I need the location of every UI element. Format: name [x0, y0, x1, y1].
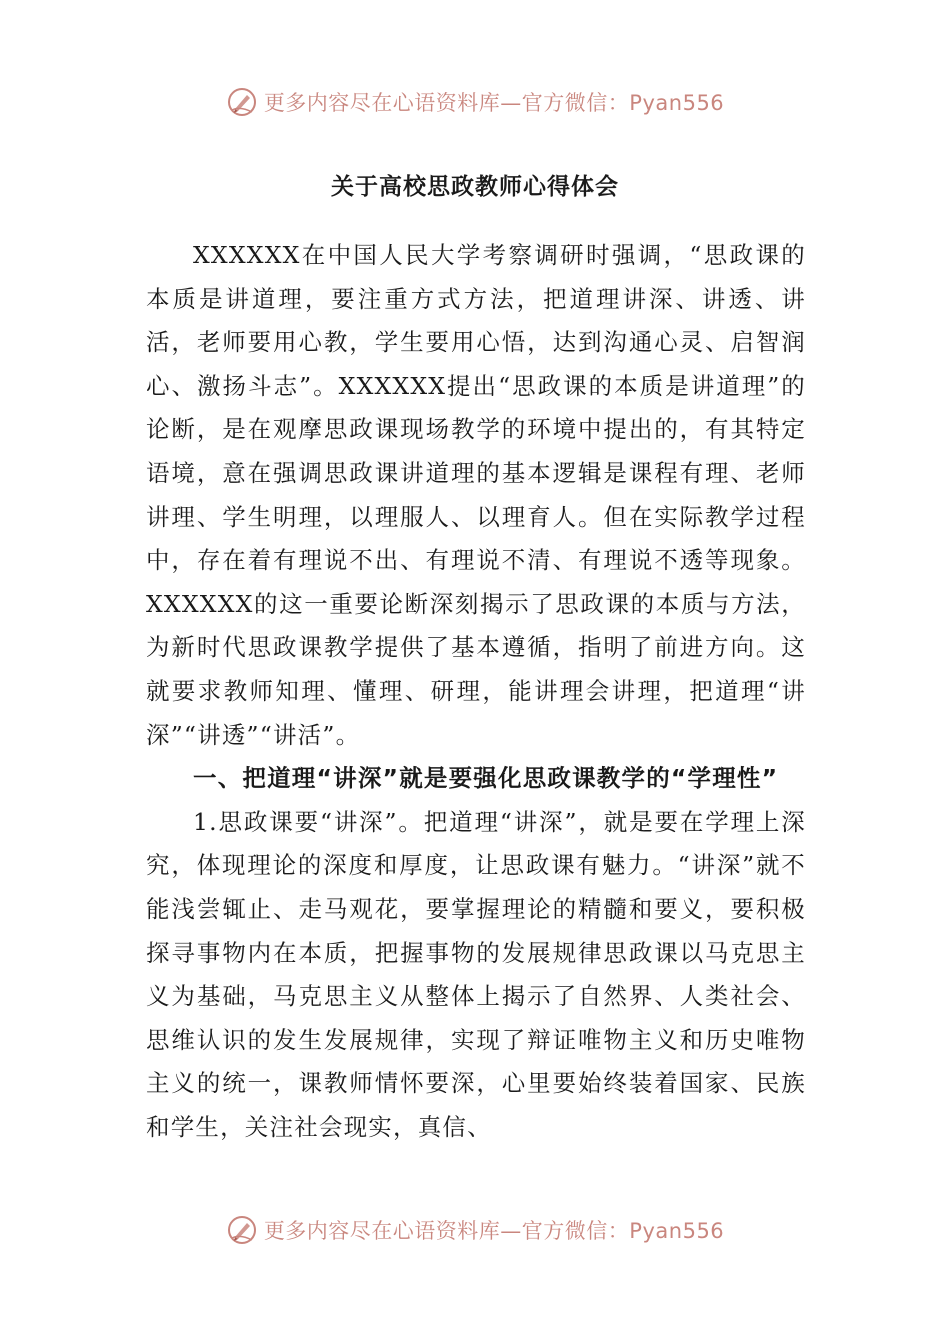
header-watermark-banner	[0, 82, 950, 122]
paragraph-section-1-1: 1.思政课要“讲深”。把道理“讲深”，就是要在学理上深究，体现理论的深度和厚度，让思政课有魅力。“讲深”就不能浅尝辄止、走马观花，要掌握理论的精髓和要义，要积极探寻事物内在本质，把握事物的发展规律思政课以马克思主义为基础，马克思主义从整体上揭示了自然界、人类社会、思维认识的发生发展规律，实现了辩证唯物主义和历史唯物主义的统一，课教师情怀要深，心里要始终装着国家、民族和学生，关注社会现实，真信、	[146, 807, 806, 1141]
pen-circle-logo-icon	[226, 86, 258, 118]
watermark-text: 更多内容尽在心语资料库—官方微信：Pyan556	[263, 91, 725, 115]
footer-watermark-banner	[0, 1210, 950, 1250]
document-body	[146, 234, 806, 1149]
paragraph-intro: XXXXXX在中国人民大学考察调研时强调，“思政课的本质是讲道理，要注重方式方法，把道理讲深、讲透、讲活，老师要用心教，学生要用心悟，达到沟通心灵、启智润心、激扬斗志”。XXXXXX提出“思政课的本质是讲道理”的论断，是在观摩思政课现场教学的环境中提出的，有其特定语境，意在强调思政课讲道理的基本逻辑是课程有理、老师讲理、学生明理，以理服人、以理育人。但在实际教学过程中，存在着有理说不出、有理说不清、有理说不透等现象。XXXXXX的这一重要论断深刻揭示了思政课的本质与方法，为新时代思政课教学提供了基本遵循，指明了前进方向。这就要求教师知理、懂理、研理，能讲理会讲理，把道理“讲深”“讲透”“讲活”。	[146, 241, 806, 749]
document-title: 关于高校思政教师心得体会	[331, 174, 619, 200]
pen-circle-logo-icon	[226, 1214, 258, 1246]
section-heading-1: 一、把道理“讲深”就是要强化思政课教学的“学理性”	[193, 764, 779, 793]
watermark-text: 更多内容尽在心语资料库—官方微信：Pyan556	[263, 1219, 725, 1243]
